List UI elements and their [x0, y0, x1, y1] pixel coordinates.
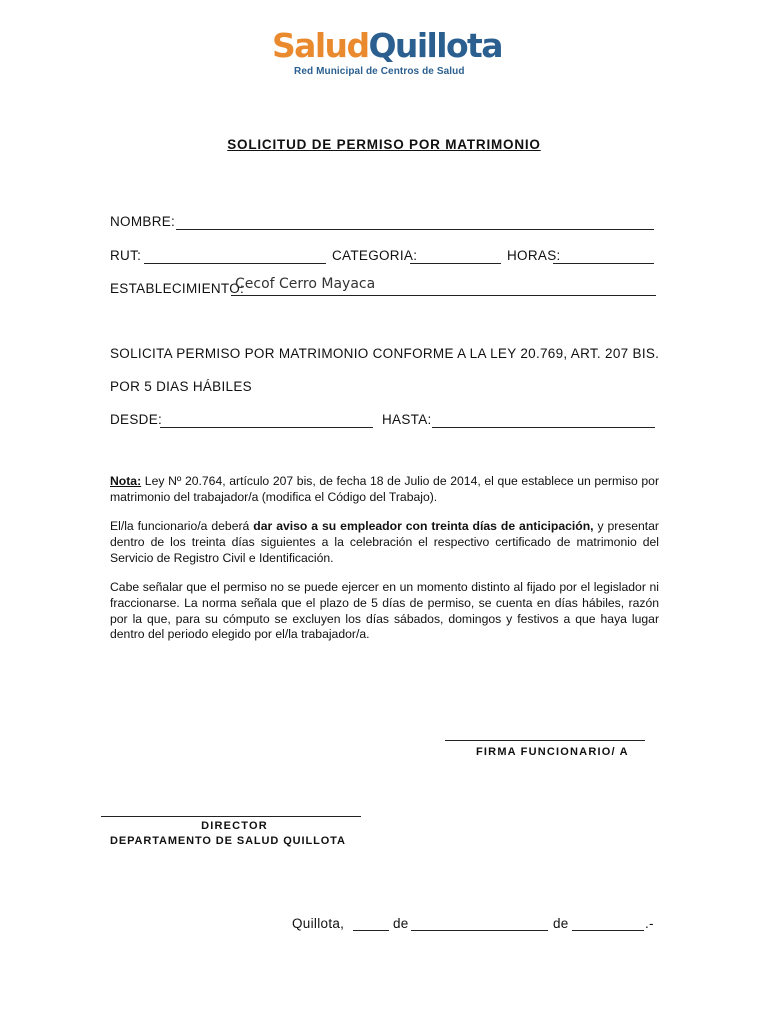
nota-label: Nota: [110, 474, 142, 488]
establecimiento-value[interactable]: Cecof Cerro Mayaca [235, 276, 376, 292]
footer-place: Quillota, [292, 916, 345, 931]
note-paragraph-1 [110, 474, 659, 506]
departamento-label: DEPARTAMENTO DE SALUD QUILLOTA [110, 835, 346, 847]
footer-de-2: de [553, 916, 569, 931]
establecimiento-label: ESTABLECIMIENTO: [110, 281, 245, 296]
horas-label: HORAS: [507, 248, 561, 263]
hasta-label: HASTA: [382, 412, 432, 427]
nombre-label: NOMBRE: [110, 214, 176, 229]
categoria-label: CATEGORIA: [332, 248, 418, 263]
note-p3-text: Cabe señalar que el permiso no se puede ejercer en un momento distinto al fijado por el legislador ni fraccionarse. La norma señala que el plazo de 5 días de permiso, se cuenta en días hábiles, razón por la que, para su cómputo se excluyen los días sábados, domingos y festivos a que haya lugar dentro del periodo elegido por el/la trabajador/a. [110, 580, 659, 642]
logo-wordmark [272, 26, 502, 66]
note-p2-bold: dar aviso a su empleador con treinta días de anticipación, [253, 519, 594, 533]
logo-word-salud: Salud [272, 26, 369, 65]
note-paragraph-2 [110, 519, 659, 566]
dias-habiles-text: POR 5 DIAS HÁBILES [110, 379, 252, 394]
hasta-field-line[interactable] [432, 427, 655, 428]
footer-year-line[interactable] [572, 930, 644, 931]
logo-word-quillota: Quillota [368, 26, 502, 65]
note-p1-text: Ley Nº 20.764, artículo 207 bis, de fecha 18 de Julio de 2014, el que establece un permiso por matrimonio del trabajador/a (modifica el Código del Trabajo). [110, 474, 659, 504]
director-label: DIRECTOR [201, 820, 268, 832]
firma-funcionario-line[interactable] [445, 740, 645, 741]
rut-field-line[interactable] [144, 263, 326, 264]
desde-label: DESDE: [110, 412, 163, 427]
desde-field-line[interactable] [160, 427, 373, 428]
firma-director-line[interactable] [101, 816, 361, 817]
note-paragraph-3 [110, 580, 659, 643]
firma-funcionario-label: FIRMA FUNCIONARIO/ A [476, 746, 629, 758]
nombre-field-line[interactable] [176, 229, 654, 230]
establecimiento-field-line[interactable] [231, 295, 656, 296]
rut-label: RUT: [110, 248, 142, 263]
logo-subtitle: Red Municipal de Centros de Salud [294, 66, 465, 77]
note-p2-start: El/la funcionario/a deberá [110, 519, 254, 533]
horas-field-line[interactable] [553, 263, 654, 264]
document-title: SOLICITUD DE PERMISO POR MATRIMONIO [227, 137, 541, 152]
footer-de-1: de [393, 916, 409, 931]
categoria-field-line[interactable] [410, 263, 501, 264]
solicita-permiso-text: SOLICITA PERMISO POR MATRIMONIO CONFORME A LA LEY 20.769, ART. 207 BIS. [110, 346, 660, 361]
footer-day-line[interactable] [353, 930, 389, 931]
footer-end: .- [645, 916, 654, 931]
note-p2-end: y presentar dentro de los treinta días siguientes a la celebración el respectivo certificado de matrimonio del Servicio de Registro Civil e Identificación. [110, 519, 659, 565]
footer-month-line[interactable] [411, 930, 548, 931]
salud-quillota-logo [272, 26, 502, 86]
